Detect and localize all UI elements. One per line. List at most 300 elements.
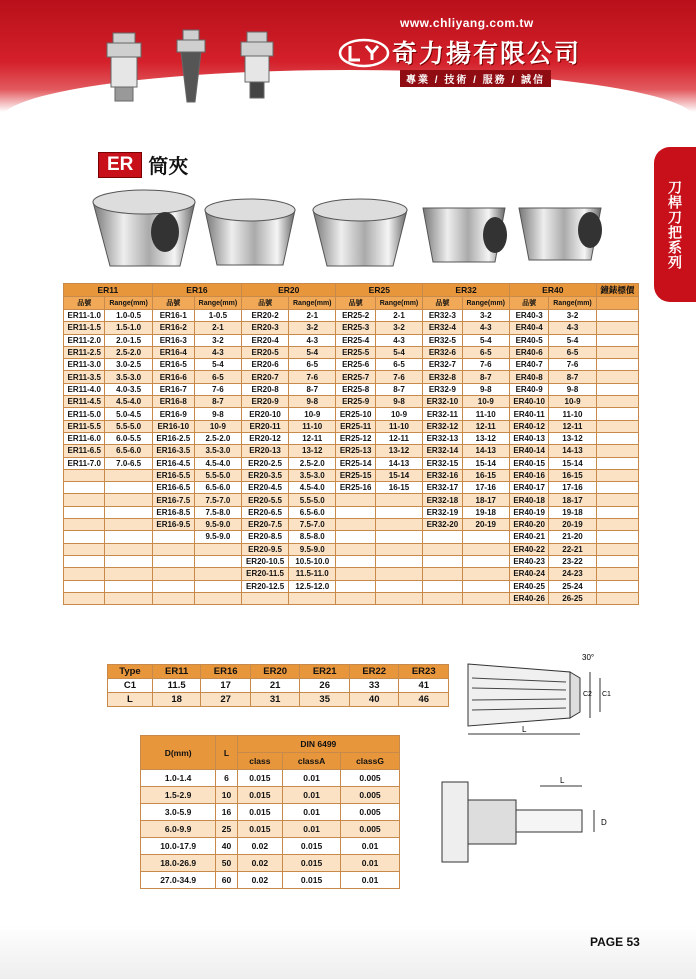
din-cell: 0.015 xyxy=(237,770,282,787)
price-cell xyxy=(596,322,638,334)
range-column-header: Range(mm) xyxy=(105,297,152,310)
model-cell: ER20-12.5 xyxy=(242,580,289,592)
range-cell: 5-4 xyxy=(549,334,596,346)
range-cell: 3-2 xyxy=(375,322,422,334)
model-cell: ER11-2.5 xyxy=(64,346,105,358)
range-cell: 13-12 xyxy=(462,432,509,444)
model-cell: ER25-10 xyxy=(336,408,375,420)
din-cell: 0.01 xyxy=(283,821,341,838)
diameter-header: D(mm) xyxy=(141,736,216,770)
price-cell xyxy=(596,383,638,395)
range-cell: 18-17 xyxy=(462,494,509,506)
range-cell: 8-7 xyxy=(289,383,336,395)
model-cell: ER32-15 xyxy=(423,457,462,469)
range-cell: 11.5-11.0 xyxy=(289,568,336,580)
range-cell: 1.0-0.5 xyxy=(105,310,152,322)
model-cell: ER16-4 xyxy=(152,346,194,358)
range-cell: 15-14 xyxy=(462,457,509,469)
model-cell: ER40-14 xyxy=(509,445,548,457)
model-cell: ER11-7.0 xyxy=(64,457,105,469)
din-cell: 0.01 xyxy=(283,804,341,821)
model-cell xyxy=(152,543,194,555)
collet-size-table xyxy=(107,664,449,707)
model-cell: ER25-3 xyxy=(336,322,375,334)
range-cell: 4-3 xyxy=(375,334,422,346)
range-cell: 6-5 xyxy=(549,346,596,358)
range-cell: 9-8 xyxy=(194,408,241,420)
range-cell: 10.5-10.0 xyxy=(289,555,336,567)
collet-image xyxy=(313,199,407,266)
table-row xyxy=(64,531,639,543)
range-column-header: Range(mm) xyxy=(462,297,509,310)
model-cell: ER16-6.5 xyxy=(152,482,194,494)
table-row xyxy=(64,432,639,444)
range-cell: 10-9 xyxy=(375,408,422,420)
model-cell: ER40-24 xyxy=(509,568,548,580)
table-row xyxy=(64,580,639,592)
model-cell: ER16-9 xyxy=(152,408,194,420)
model-cell: ER32-13 xyxy=(423,432,462,444)
din-cell: 0.015 xyxy=(283,855,341,872)
range-cell: 6.5-6.0 xyxy=(194,482,241,494)
model-column-header: 品號 xyxy=(152,297,194,310)
range-cell: 3-2 xyxy=(289,322,336,334)
range-cell: 6-5 xyxy=(289,359,336,371)
price-cell xyxy=(596,445,638,457)
model-cell: ER20-12 xyxy=(242,432,289,444)
size-header: Type xyxy=(108,665,153,679)
din-cell: 10.0-17.9 xyxy=(141,838,216,855)
model-column-header: 品號 xyxy=(509,297,548,310)
model-cell: ER40-21 xyxy=(509,531,548,543)
model-cell xyxy=(64,519,105,531)
range-cell: 15-14 xyxy=(375,469,422,481)
model-cell xyxy=(336,555,375,567)
series-header: ER20 xyxy=(242,284,336,297)
range-cell: 19-18 xyxy=(549,506,596,518)
din-cell: 3.0-5.9 xyxy=(141,804,216,821)
model-cell: ER32-18 xyxy=(423,494,462,506)
model-cell: ER11-5.5 xyxy=(64,420,105,432)
range-cell: 4.5-4.0 xyxy=(289,482,336,494)
model-cell: ER32-14 xyxy=(423,445,462,457)
range-cell xyxy=(462,568,509,580)
price-cell xyxy=(596,469,638,481)
range-column-header: Range(mm) xyxy=(375,297,422,310)
size-cell: 40 xyxy=(349,693,399,707)
range-cell xyxy=(105,482,152,494)
range-cell: 9-8 xyxy=(549,383,596,395)
din-cell: 27.0-34.9 xyxy=(141,872,216,889)
model-cell xyxy=(64,555,105,567)
diagram2-d-label: D xyxy=(601,818,607,827)
price-cell xyxy=(596,396,638,408)
din-cell: 0.015 xyxy=(237,821,282,838)
din-cell: 0.015 xyxy=(237,804,282,821)
model-cell: ER11-4.5 xyxy=(64,396,105,408)
model-cell xyxy=(423,543,462,555)
range-cell: 13-12 xyxy=(549,432,596,444)
range-cell: 3.5-3.0 xyxy=(194,445,241,457)
collet-image xyxy=(205,199,295,265)
range-cell: 10-9 xyxy=(194,420,241,432)
price-cell xyxy=(596,519,638,531)
price-cell xyxy=(596,482,638,494)
model-cell: ER16-7 xyxy=(152,383,194,395)
range-cell xyxy=(105,531,152,543)
model-cell: ER20-7.5 xyxy=(242,519,289,531)
model-cell xyxy=(64,531,105,543)
range-cell: 8-7 xyxy=(549,371,596,383)
range-cell: 21-20 xyxy=(549,531,596,543)
range-cell: 26-25 xyxy=(549,592,596,604)
size-header: ER23 xyxy=(399,665,449,679)
price-cell xyxy=(596,408,638,420)
range-cell: 6-5 xyxy=(194,371,241,383)
range-cell xyxy=(194,555,241,567)
model-cell: ER25-11 xyxy=(336,420,375,432)
din-cell: 0.01 xyxy=(341,838,400,855)
range-cell: 7-6 xyxy=(462,359,509,371)
model-cell: ER16-8 xyxy=(152,396,194,408)
model-cell: ER20-2 xyxy=(242,310,289,322)
range-cell xyxy=(375,506,422,518)
diagram2-l-label: L xyxy=(560,776,565,785)
website-url[interactable]: www.chliyang.com.tw xyxy=(400,16,534,30)
series-header: ER40 xyxy=(509,284,596,297)
table-row xyxy=(64,359,639,371)
range-cell xyxy=(375,592,422,604)
table-row xyxy=(108,679,449,693)
range-cell: 12-11 xyxy=(375,432,422,444)
range-cell: 22-21 xyxy=(549,543,596,555)
din-cell: 0.01 xyxy=(283,787,341,804)
model-cell: ER40-20 xyxy=(509,519,548,531)
model-cell: ER20-6 xyxy=(242,359,289,371)
range-cell: 8-7 xyxy=(375,383,422,395)
model-cell: ER11-3.0 xyxy=(64,359,105,371)
range-cell: 2.5-2.0 xyxy=(289,457,336,469)
model-cell: ER16-5.5 xyxy=(152,469,194,481)
table-row xyxy=(64,420,639,432)
range-cell: 4.5-4.0 xyxy=(105,396,152,408)
range-cell: 9-8 xyxy=(289,396,336,408)
model-cell: ER32-6 xyxy=(423,346,462,358)
model-cell xyxy=(64,580,105,592)
model-cell: ER11-6.5 xyxy=(64,445,105,457)
range-cell: 19-18 xyxy=(462,506,509,518)
range-cell: 9-8 xyxy=(375,396,422,408)
model-cell: ER20-13 xyxy=(242,445,289,457)
table-row xyxy=(141,838,400,855)
table-row xyxy=(64,334,639,346)
range-cell: 11-10 xyxy=(289,420,336,432)
table-row xyxy=(64,568,639,580)
model-cell: ER16-3.5 xyxy=(152,445,194,457)
size-header: ER16 xyxy=(201,665,251,679)
range-cell: 5.0-4.5 xyxy=(105,408,152,420)
model-cell xyxy=(336,580,375,592)
company-slogan: 專業 / 技術 / 服務 / 誠信 xyxy=(400,70,551,87)
din-cell: 0.02 xyxy=(237,872,282,889)
din-cell: 40 xyxy=(216,838,237,855)
collet-range-table xyxy=(63,283,639,605)
tool-holders-image xyxy=(95,18,335,108)
range-cell xyxy=(462,531,509,543)
model-cell: ER20-9.5 xyxy=(242,543,289,555)
table-row xyxy=(64,457,639,469)
range-cell xyxy=(194,592,241,604)
company-name: 奇力揚有限公司 xyxy=(392,40,582,68)
range-cell xyxy=(105,469,152,481)
range-cell: 17-16 xyxy=(549,482,596,494)
model-cell xyxy=(423,592,462,604)
model-cell: ER16-1 xyxy=(152,310,194,322)
range-cell: 5-4 xyxy=(462,334,509,346)
model-cell xyxy=(423,580,462,592)
model-cell: ER20-11.5 xyxy=(242,568,289,580)
model-cell xyxy=(64,543,105,555)
model-cell: ER11-2.0 xyxy=(64,334,105,346)
model-cell xyxy=(152,531,194,543)
range-cell xyxy=(375,543,422,555)
model-cell: ER20-8 xyxy=(242,383,289,395)
range-cell xyxy=(105,580,152,592)
model-cell: ER20-9 xyxy=(242,396,289,408)
range-cell: 23-22 xyxy=(549,555,596,567)
model-cell: ER40-10 xyxy=(509,396,548,408)
table-row xyxy=(64,310,639,322)
din-cell: 0.005 xyxy=(341,770,400,787)
range-column-header: Range(mm) xyxy=(549,297,596,310)
series-header-row xyxy=(64,284,639,297)
company-logo xyxy=(338,38,390,68)
range-cell: 5.5-5.0 xyxy=(289,494,336,506)
table-row xyxy=(141,804,400,821)
size-header: ER20 xyxy=(250,665,300,679)
range-cell: 10-9 xyxy=(462,396,509,408)
header-banner xyxy=(0,0,696,112)
model-cell: ER16-3 xyxy=(152,334,194,346)
model-cell: ER25-9 xyxy=(336,396,375,408)
model-cell xyxy=(152,580,194,592)
model-cell: ER16-10 xyxy=(152,420,194,432)
size-cell: 31 xyxy=(250,693,300,707)
din-tolerance-table xyxy=(140,735,400,889)
model-cell: ER25-14 xyxy=(336,457,375,469)
model-cell xyxy=(152,592,194,604)
model-cell: ER20-7 xyxy=(242,371,289,383)
model-cell xyxy=(64,592,105,604)
model-cell: ER32-4 xyxy=(423,322,462,334)
model-cell: ER11-6.0 xyxy=(64,432,105,444)
range-cell: 2.5-2.0 xyxy=(194,432,241,444)
range-cell xyxy=(194,568,241,580)
model-cell: ER40-19 xyxy=(509,506,548,518)
model-column-header: 品號 xyxy=(423,297,462,310)
range-cell xyxy=(105,568,152,580)
table-row xyxy=(141,821,400,838)
diagram1-angle-label: 30° xyxy=(582,653,595,662)
price-cell xyxy=(596,494,638,506)
model-cell: ER32-7 xyxy=(423,359,462,371)
size-header-row xyxy=(108,665,449,679)
range-cell: 7.5-8.0 xyxy=(194,506,241,518)
model-cell: ER20-5.5 xyxy=(242,494,289,506)
range-cell: 4-3 xyxy=(289,334,336,346)
size-cell: 46 xyxy=(399,693,449,707)
range-cell: 3.5-3.0 xyxy=(289,469,336,481)
size-cell: 26 xyxy=(300,679,350,693)
price-cell xyxy=(596,580,638,592)
range-cell: 6-5 xyxy=(462,346,509,358)
range-cell: 4-3 xyxy=(462,322,509,334)
model-cell: ER40-25 xyxy=(509,580,548,592)
side-category-tab[interactable]: 刀桿刀把系列 xyxy=(654,147,696,302)
range-cell: 7.5-7.0 xyxy=(194,494,241,506)
model-cell: ER20-8.5 xyxy=(242,531,289,543)
range-cell: 6.5-6.0 xyxy=(105,445,152,457)
model-cell xyxy=(152,555,194,567)
model-cell: ER32-20 xyxy=(423,519,462,531)
model-column-header: 品號 xyxy=(64,297,105,310)
range-cell: 3-2 xyxy=(549,310,596,322)
model-cell: ER11-3.5 xyxy=(64,371,105,383)
page-number: PAGE 53 xyxy=(590,935,640,949)
series-header: ER32 xyxy=(423,284,510,297)
series-header: 鐘錶標價 xyxy=(596,284,638,297)
model-cell: ER40-7 xyxy=(509,359,548,371)
model-cell: ER11-4.0 xyxy=(64,383,105,395)
model-cell: ER16-9.5 xyxy=(152,519,194,531)
din-cell: 0.02 xyxy=(237,838,282,855)
footer-bar xyxy=(0,925,696,979)
price-cell xyxy=(596,568,638,580)
length-header: L xyxy=(216,736,237,770)
din-cell: 60 xyxy=(216,872,237,889)
series-header: ER11 xyxy=(64,284,153,297)
range-cell xyxy=(375,555,422,567)
size-cell: 35 xyxy=(300,693,350,707)
model-cell: ER40-9 xyxy=(509,383,548,395)
range-cell xyxy=(105,519,152,531)
range-cell: 6.0-5.5 xyxy=(105,432,152,444)
range-cell xyxy=(375,519,422,531)
model-cell: ER20-11 xyxy=(242,420,289,432)
range-cell: 4-3 xyxy=(549,322,596,334)
model-cell xyxy=(423,555,462,567)
model-cell: ER20-10.5 xyxy=(242,555,289,567)
table-row xyxy=(64,408,639,420)
din-cell: 6 xyxy=(216,770,237,787)
model-cell: ER40-22 xyxy=(509,543,548,555)
table-row xyxy=(141,855,400,872)
table-row xyxy=(64,396,639,408)
model-cell: ER16-2.5 xyxy=(152,432,194,444)
range-cell: 13-12 xyxy=(289,445,336,457)
din-header-row xyxy=(141,736,400,753)
range-cell: 7-6 xyxy=(194,383,241,395)
model-cell: ER11-1.0 xyxy=(64,310,105,322)
collet-image xyxy=(93,190,195,266)
model-cell: ER40-3 xyxy=(509,310,548,322)
price-cell xyxy=(596,543,638,555)
range-cell: 2-1 xyxy=(289,310,336,322)
model-cell: ER40-18 xyxy=(509,494,548,506)
model-cell xyxy=(64,469,105,481)
model-cell xyxy=(336,592,375,604)
size-cell: 18 xyxy=(152,693,200,707)
range-cell: 5-4 xyxy=(194,359,241,371)
din-cell: 6.0-9.9 xyxy=(141,821,216,838)
model-cell: ER25-16 xyxy=(336,482,375,494)
model-cell: ER40-12 xyxy=(509,420,548,432)
runout-test-diagram xyxy=(436,772,616,864)
diagram1-l-label: L xyxy=(522,725,527,734)
model-column-header: 品號 xyxy=(242,297,289,310)
diagram1-c1-label: C1 xyxy=(602,691,611,698)
range-cell xyxy=(194,543,241,555)
model-cell xyxy=(64,482,105,494)
model-cell: ER25-15 xyxy=(336,469,375,481)
model-cell: ER32-19 xyxy=(423,506,462,518)
collet-image xyxy=(423,208,507,262)
range-cell: 6.5-6.0 xyxy=(289,506,336,518)
range-cell: 5.5-5.0 xyxy=(194,469,241,481)
din-cell: 25 xyxy=(216,821,237,838)
table-row xyxy=(64,445,639,457)
model-cell: ER25-7 xyxy=(336,371,375,383)
range-cell: 2.0-1.5 xyxy=(105,334,152,346)
range-cell: 10-9 xyxy=(289,408,336,420)
din-cell: 1.0-1.4 xyxy=(141,770,216,787)
range-cell: 25-24 xyxy=(549,580,596,592)
range-cell xyxy=(462,580,509,592)
section-title xyxy=(98,150,188,179)
model-cell: ER16-6 xyxy=(152,371,194,383)
table-row xyxy=(141,787,400,804)
model-cell: ER32-9 xyxy=(423,383,462,395)
price-cell xyxy=(596,334,638,346)
range-cell: 7-6 xyxy=(375,371,422,383)
range-cell: 3-2 xyxy=(194,334,241,346)
model-cell: ER11-1.5 xyxy=(64,322,105,334)
range-column-header: Range(mm) xyxy=(289,297,336,310)
price-cell xyxy=(596,457,638,469)
range-cell xyxy=(105,543,152,555)
range-cell xyxy=(375,580,422,592)
price-cell xyxy=(596,359,638,371)
series-header: ER16 xyxy=(152,284,241,297)
range-cell xyxy=(375,568,422,580)
din-cell: 0.01 xyxy=(341,872,400,889)
model-cell: ER40-16 xyxy=(509,469,548,481)
price-cell xyxy=(596,555,638,567)
model-cell: ER16-7.5 xyxy=(152,494,194,506)
range-cell: 2-1 xyxy=(375,310,422,322)
class-header: class xyxy=(237,753,282,770)
table-row xyxy=(64,519,639,531)
model-cell xyxy=(336,506,375,518)
model-cell: ER20-4 xyxy=(242,334,289,346)
range-column-header: Range(mm) xyxy=(194,297,241,310)
section-label: 筒夾 xyxy=(148,156,189,178)
model-cell: ER32-8 xyxy=(423,371,462,383)
din-cell: 16 xyxy=(216,804,237,821)
din-cell: 0.005 xyxy=(341,787,400,804)
price-column-header xyxy=(596,297,638,310)
range-cell: 1-0.5 xyxy=(194,310,241,322)
